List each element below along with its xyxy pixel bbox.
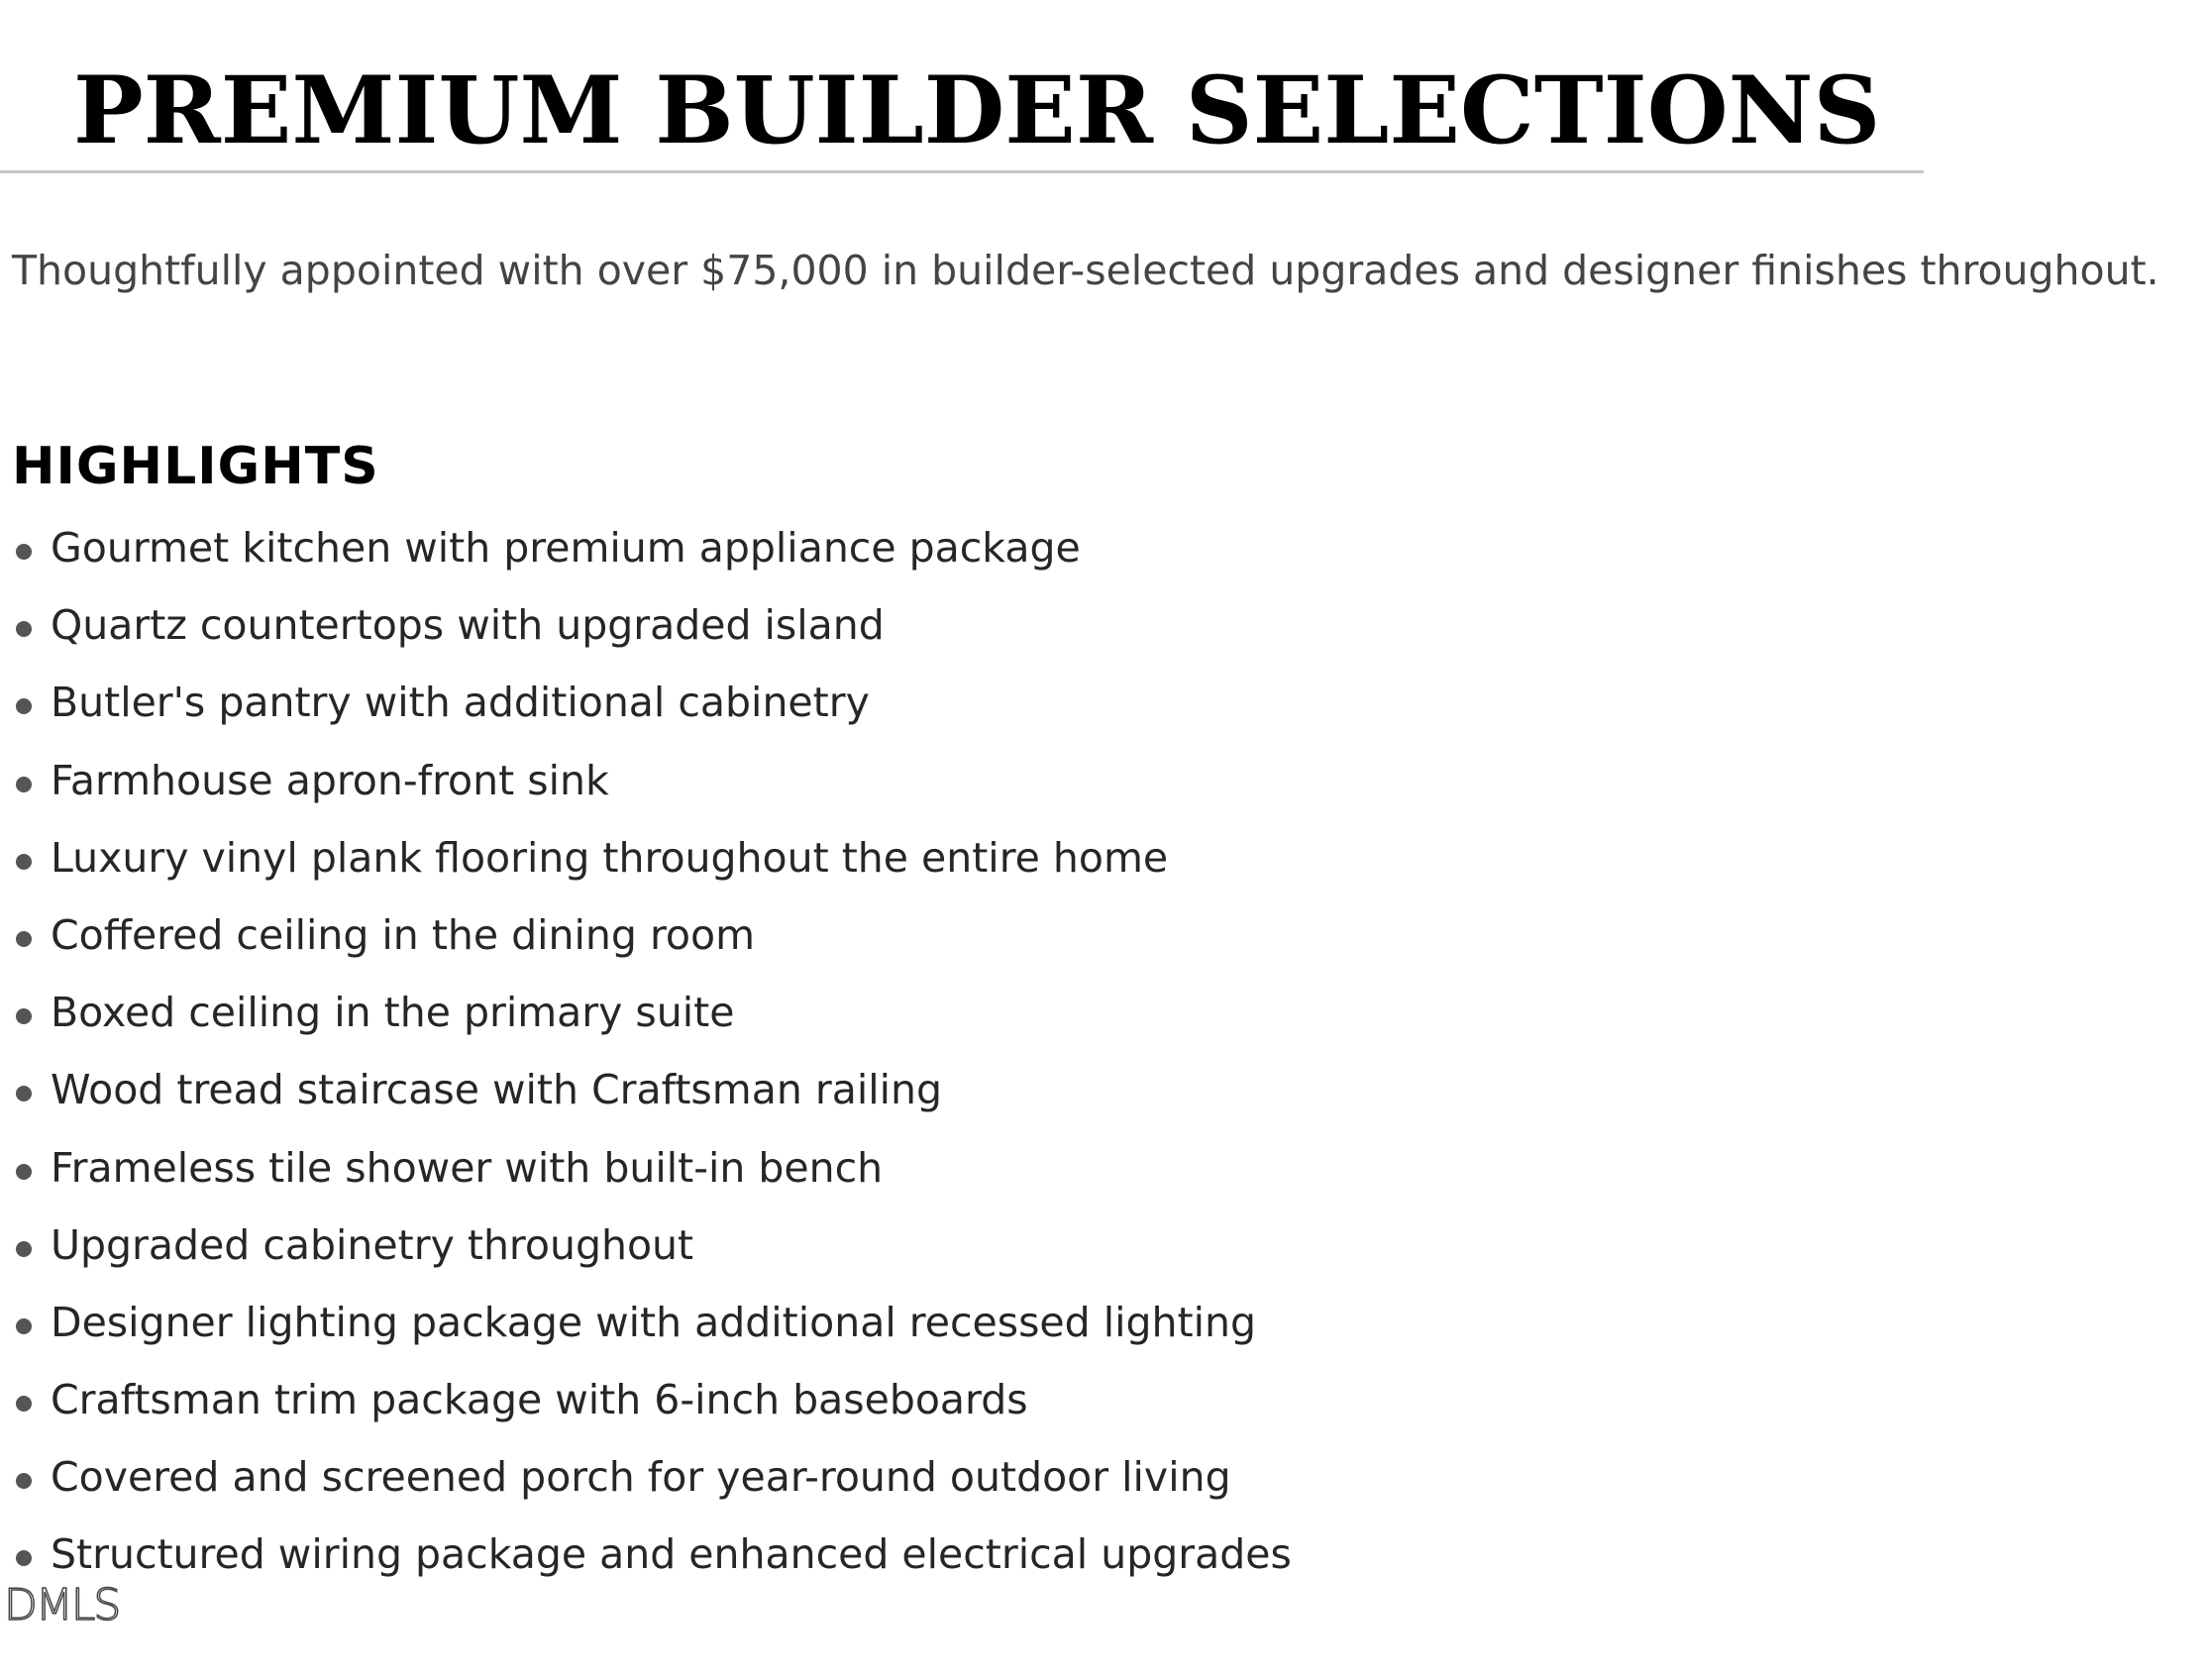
bullet-icon <box>16 698 32 714</box>
bullet-icon <box>16 1164 32 1180</box>
list-item-text: Craftsman trim package with 6-inch baseboards <box>51 1376 1028 1424</box>
bullet-icon <box>16 777 32 792</box>
bullet-icon <box>16 931 32 947</box>
bullet-icon <box>16 621 32 637</box>
bullet-icon <box>16 1550 32 1566</box>
list-item-text: Butler's pantry with additional cabinetry <box>51 679 870 727</box>
list-item-text: Boxed ceiling in the primary suite <box>51 989 735 1037</box>
highlights-heading: HIGHLIGHTS <box>12 437 379 496</box>
list-item-text: Designer lighting package with additional recessed lighting <box>51 1298 1256 1346</box>
bullet-icon <box>16 1008 32 1024</box>
bullet-icon <box>16 854 32 870</box>
list-item-text: Coffered ceiling in the dining room <box>51 910 756 959</box>
intro-text: Thoughtfully appointed with over $75,000 in builder-selected upgrades and designer finishes throughout. <box>12 247 2159 294</box>
list-item-text: Quartz countertops with upgraded island <box>51 601 885 650</box>
bullet-icon <box>16 1241 32 1257</box>
bullet-icon <box>16 1086 32 1102</box>
bullet-icon <box>16 1473 32 1489</box>
page-title: PREMIUM BUILDER SELECTIONS <box>73 56 1881 165</box>
bullet-icon <box>16 544 32 560</box>
list-item-text: Structured wiring package and enhanced electrical upgrades <box>51 1530 1292 1579</box>
list-item-text: Luxury vinyl plank flooring throughout the entire home <box>51 833 1169 882</box>
list-item-text: Frameless tile shower with built-in bench <box>51 1143 884 1192</box>
list-item-text: Wood tread staircase with Craftsman railing <box>51 1066 943 1114</box>
dmls-watermark: DMLS <box>4 1580 120 1630</box>
bullet-icon <box>16 1318 32 1334</box>
title-divider <box>0 170 1924 173</box>
list-item-text: Farmhouse apron-front sink <box>51 756 609 804</box>
list-item-text: Upgraded cabinetry throughout <box>51 1220 694 1269</box>
list-item-text: Gourmet kitchen with premium appliance package <box>51 524 1081 572</box>
list-item-text: Covered and screened porch for year-round outdoor living <box>51 1453 1231 1502</box>
bullet-icon <box>16 1396 32 1412</box>
